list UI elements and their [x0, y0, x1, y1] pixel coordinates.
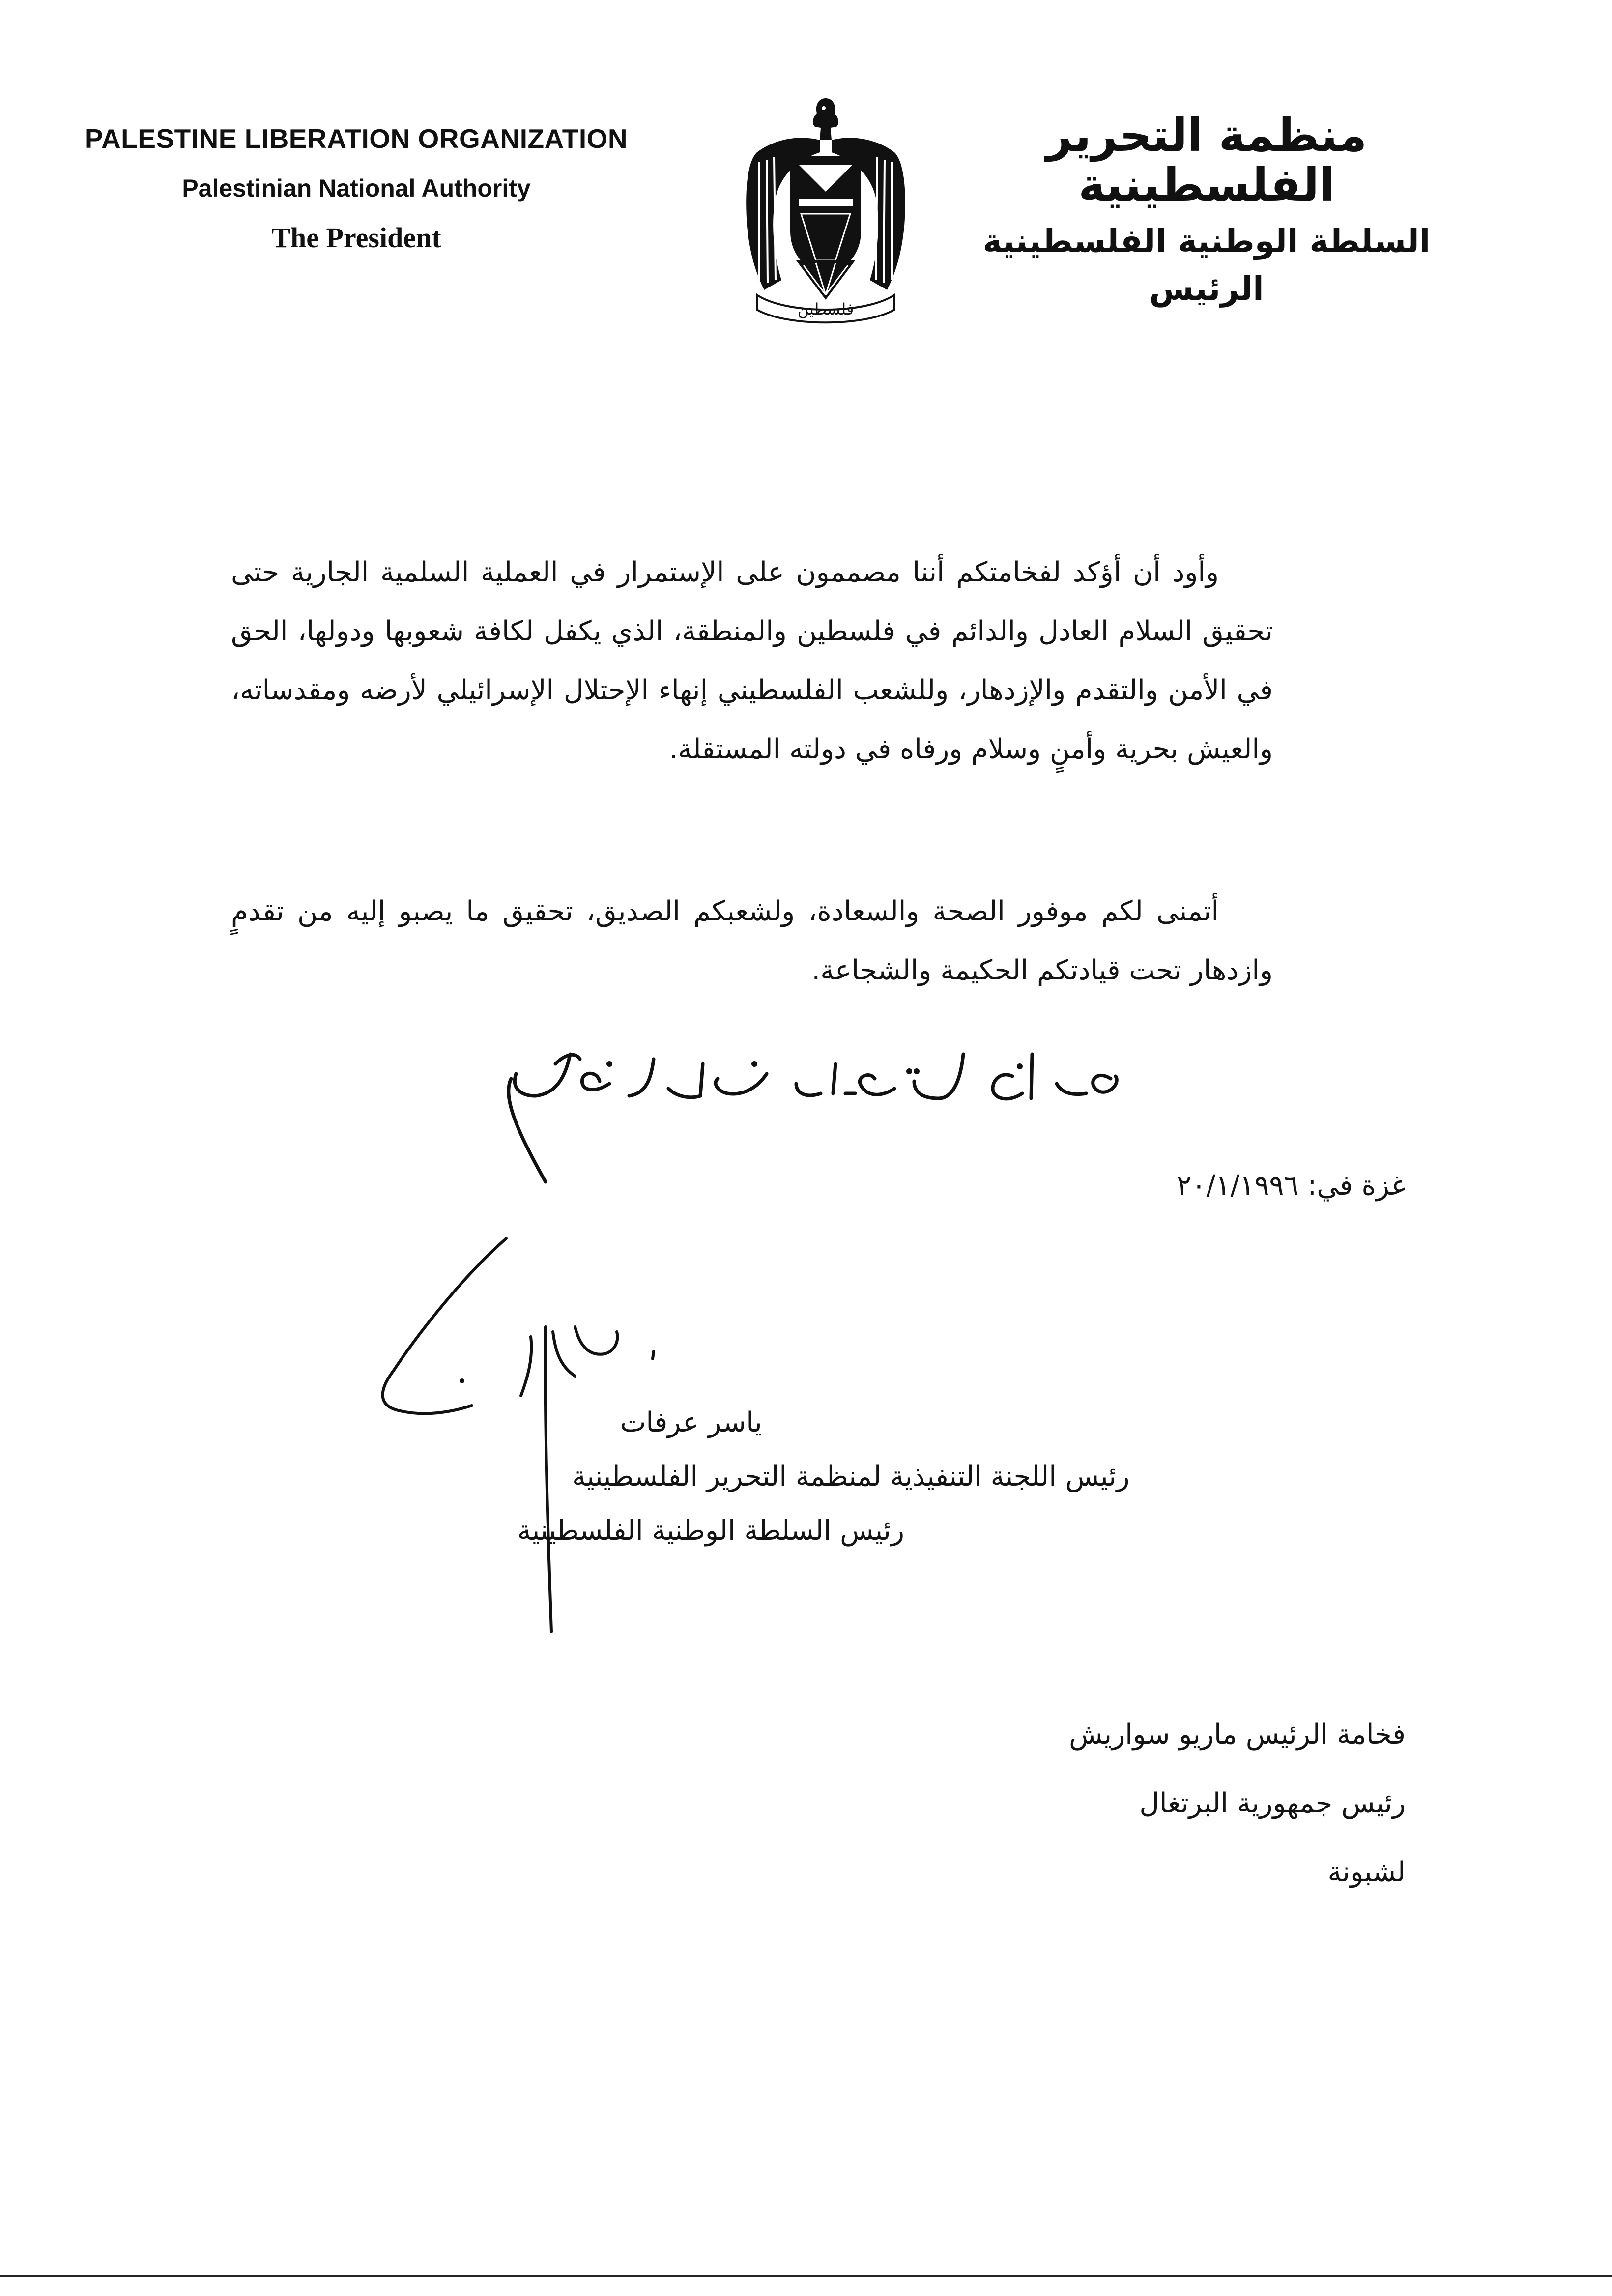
letterhead-english: [74, 123, 639, 254]
eagle-emblem-icon: [737, 93, 914, 329]
page-bottom-rule: [0, 2275, 1612, 2277]
recipient-line-1: فخامة الرئيس ماريو سواريش: [1069, 1719, 1406, 1751]
date-label: غزة في:: [1307, 1170, 1406, 1202]
body-paragraph-1: وأود أن أؤكد لفخامتكم أننا مصممون على الإستمرار في العملية السلمية الجارية حتى تحقيق السلام العادل والدائم في فلسطين والمنطقة، الذي يكفل لكافة شعوبها ودولها، الحق في الأمن والتقدم والإزدهار، وللشعب الفلسطيني إنهاء الإحتلال الإسرائيلي لأرضه ومقدساته، والعيش بحرية وأمنٍ وسلام ورفاه في دولته المستقلة.: [231, 556, 1273, 765]
authority-name-ar: السلطة الوطنية الفلسطينية: [982, 222, 1431, 260]
signatory-title-2: رئيس السلطة الوطنية الفلسطينية: [517, 1515, 904, 1547]
signature-block: [517, 1396, 1130, 1558]
recipient-line-2: رئيس جمهورية البرتغال: [1139, 1787, 1406, 1819]
handwritten-closing: [482, 1025, 1170, 1202]
recipient-line-3: لشبونة: [1327, 1856, 1406, 1888]
signatory-name: ياسر عرفات: [620, 1406, 762, 1438]
recipient-block: [1069, 1700, 1406, 1907]
organization-name-en: PALESTINE LIBERATION ORGANIZATION: [85, 123, 628, 154]
emblem-banner-text: فلسطين: [797, 300, 854, 318]
president-title-ar: الرئيس: [1149, 270, 1264, 308]
authority-name-en: Palestinian National Authority: [182, 174, 531, 202]
date-value: ٢٠/١/١٩٩٦: [1177, 1170, 1299, 1202]
president-title-en: The President: [271, 222, 441, 254]
body-paragraph-2: أتمنى لكم موفور الصحة والسعادة، ولشعبكم الصديق، تحقيق ما يصبو إليه من تقدمٍ وازدهار تحت قيادتكم الحكيمة والشجاعة.: [231, 895, 1273, 986]
signatory-title-1: رئيس اللجنة التنفيذية لمنظمة التحرير الفلسطينية: [572, 1461, 1130, 1492]
organization-name-ar: منظمة التحرير الفلسطينية: [1046, 109, 1367, 212]
date-line: [1177, 1170, 1406, 1202]
letterhead-arabic: [924, 111, 1489, 308]
